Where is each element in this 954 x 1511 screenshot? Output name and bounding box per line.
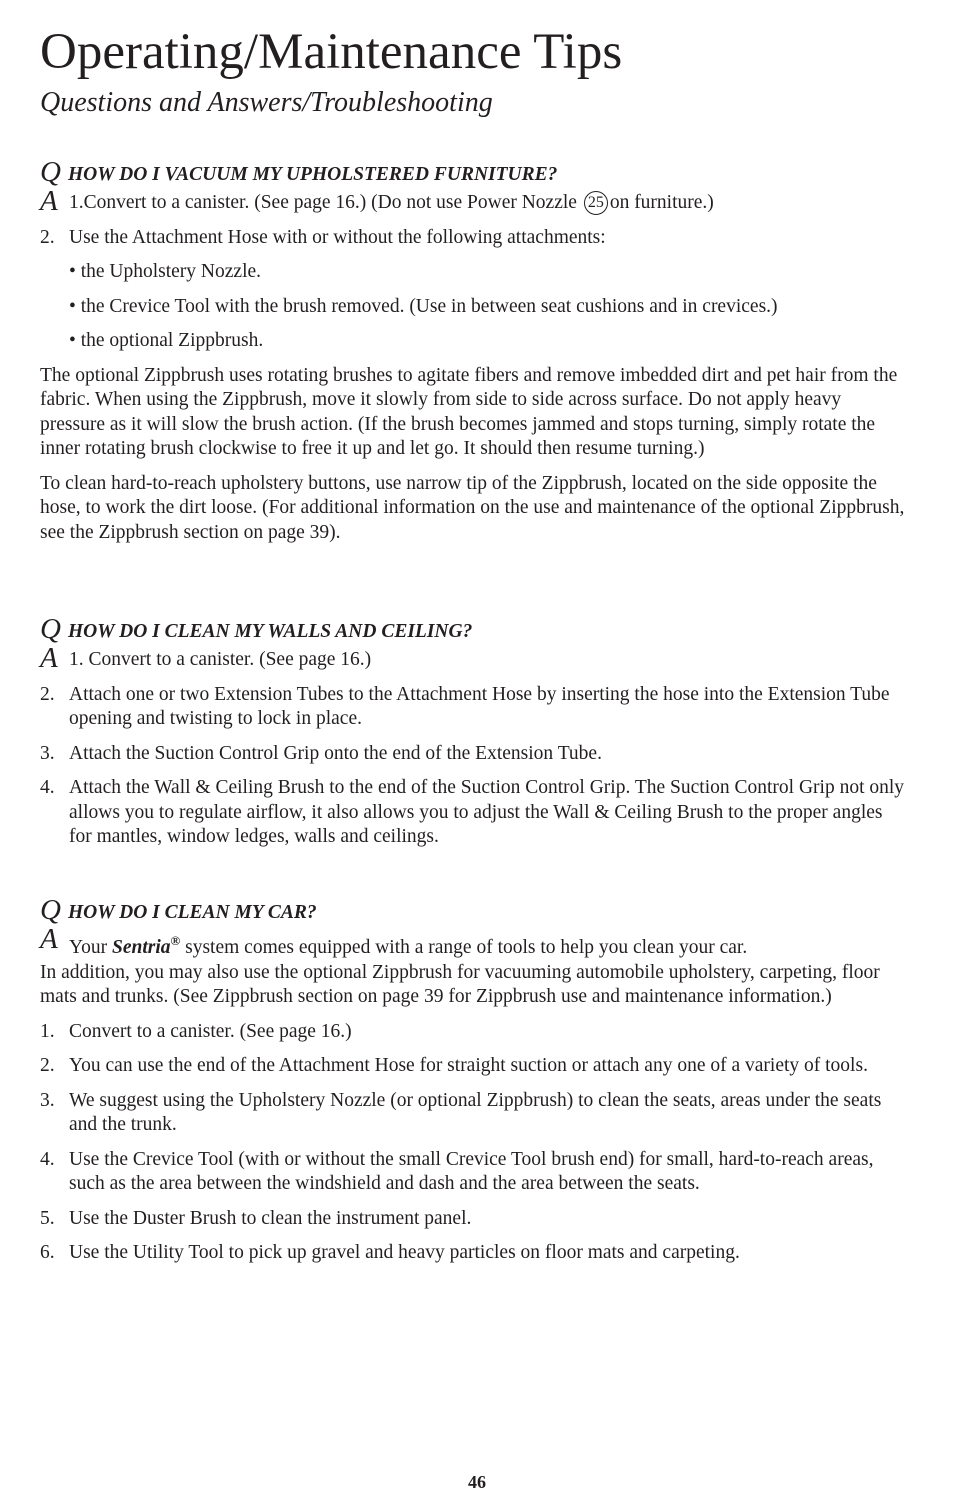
- question-text: HOW DO I VACUUM MY UPHOLSTERED FURNITURE?: [68, 164, 558, 185]
- list-item: 1. Convert to a canister. (See page 16.): [40, 1020, 352, 1042]
- list-item: 2. Attach one or two Extension Tubes to the Attachment Hose by inserting the hose into the Extension Tube opening and twisting to lock in place.: [40, 683, 890, 729]
- list-item: 3. We suggest using the Upholstery Nozzle (or optional Zippbrush) to clean the seats, areas under the seats and the trunk.: [40, 1089, 882, 1135]
- qa-section-upholstery: [40, 157, 910, 545]
- question-text: HOW DO I CLEAN MY CAR?: [68, 902, 317, 923]
- qa-section-walls: [40, 614, 910, 850]
- page-subtitle: Questions and Answers/Troubleshooting: [40, 87, 493, 118]
- registered-mark: ®: [170, 933, 181, 948]
- question-text: HOW DO I CLEAN MY WALLS AND CEILING?: [68, 621, 473, 642]
- question-marker: Q: [40, 613, 61, 645]
- list-item: 2. Use the Attachment Hose with or without the following attachments:: [40, 226, 606, 248]
- power-nozzle-ref-badge: 25: [584, 191, 608, 215]
- brand-name: Sentria: [112, 937, 171, 958]
- list-item: 2. You can use the end of the Attachment Hose for straight suction or attach any one of a variety of tools.: [40, 1055, 868, 1076]
- paragraph: To clean hard-to-reach upholstery buttons, use narrow tip of the Zippbrush, located on the side opposite the hose, to work the dirt loose. (For additional information on the use and maintenance of the optional Zippbrush, see the Zippbrush section on page 39).: [40, 472, 905, 543]
- list-item: 6. Use the Utility Tool to pick up gravel and heavy particles on floor mats and carpeting.: [40, 1242, 740, 1263]
- bullet-item: • the Crevice Tool with the brush removed. (Use in between seat cushions and in crevices.): [69, 295, 778, 317]
- question-marker: Q: [40, 894, 61, 926]
- answer-first-line: A Your Sentria® system comes equipped with a range of tools to help you clean your car.: [40, 923, 748, 958]
- question-line: [40, 895, 910, 929]
- bullet-item: • the Upholstery Nozzle.: [69, 261, 262, 282]
- qa-section-car: [40, 895, 910, 1266]
- page-number: 46: [468, 1472, 486, 1492]
- list-item: 3. Attach the Suction Control Grip onto the end of the Extension Tube.: [40, 742, 602, 764]
- list-item: 4. Attach the Wall & Ceiling Brush to the end of the Suction Control Grip. The Suction Control Grip not only allows you to regulate airflow, it also allows you to adjust the Wall & Ceiling Brush to the proper angles for mantles, window ledges, walls and ceilings.: [40, 777, 905, 847]
- page-title: Operating/Maintenance Tips: [40, 24, 623, 80]
- bullet-item: • the optional Zippbrush.: [69, 330, 264, 351]
- question-line: [40, 614, 910, 648]
- answer-marker: A: [40, 185, 58, 217]
- answer-marker: A: [40, 642, 58, 674]
- question-line: [40, 157, 910, 191]
- answer-marker: A: [40, 923, 58, 955]
- answer-first-line: A 1.Convert to a canister. (See page 16.) (Do not use Power Nozzle 25 on furniture.): [40, 185, 714, 217]
- answer-first-line: A 1. Convert to a canister. (See page 16.): [40, 642, 372, 674]
- paragraph: The optional Zippbrush uses rotating brushes to agitate fibers and remove imbedded dirt and pet hair from the fabric. When using the Zippbrush, move it slowly from side to side across surface. Do not apply heavy pressure as it will slow the brush action. (If the brush becomes jammed and stops turning, simply rotate the inner rotating brush clockwise to free it up and let go. It should then resume turning.): [40, 364, 898, 459]
- question-marker: Q: [40, 156, 61, 188]
- list-item: 5. Use the Duster Brush to clean the instrument panel.: [40, 1207, 472, 1229]
- list-item: 4. Use the Crevice Tool (with or without the small Crevice Tool brush end) for small, hard-to-reach areas, such as the area between the windshield and dash and the area between the seats.: [40, 1148, 874, 1194]
- answer-paragraph: In addition, you may also use the optional Zippbrush for vacuuming automobile upholstery, carpeting, floor mats and trunks. (See Zippbrush section on page 39 for Zippbrush use and maintenance information.): [40, 961, 880, 1007]
